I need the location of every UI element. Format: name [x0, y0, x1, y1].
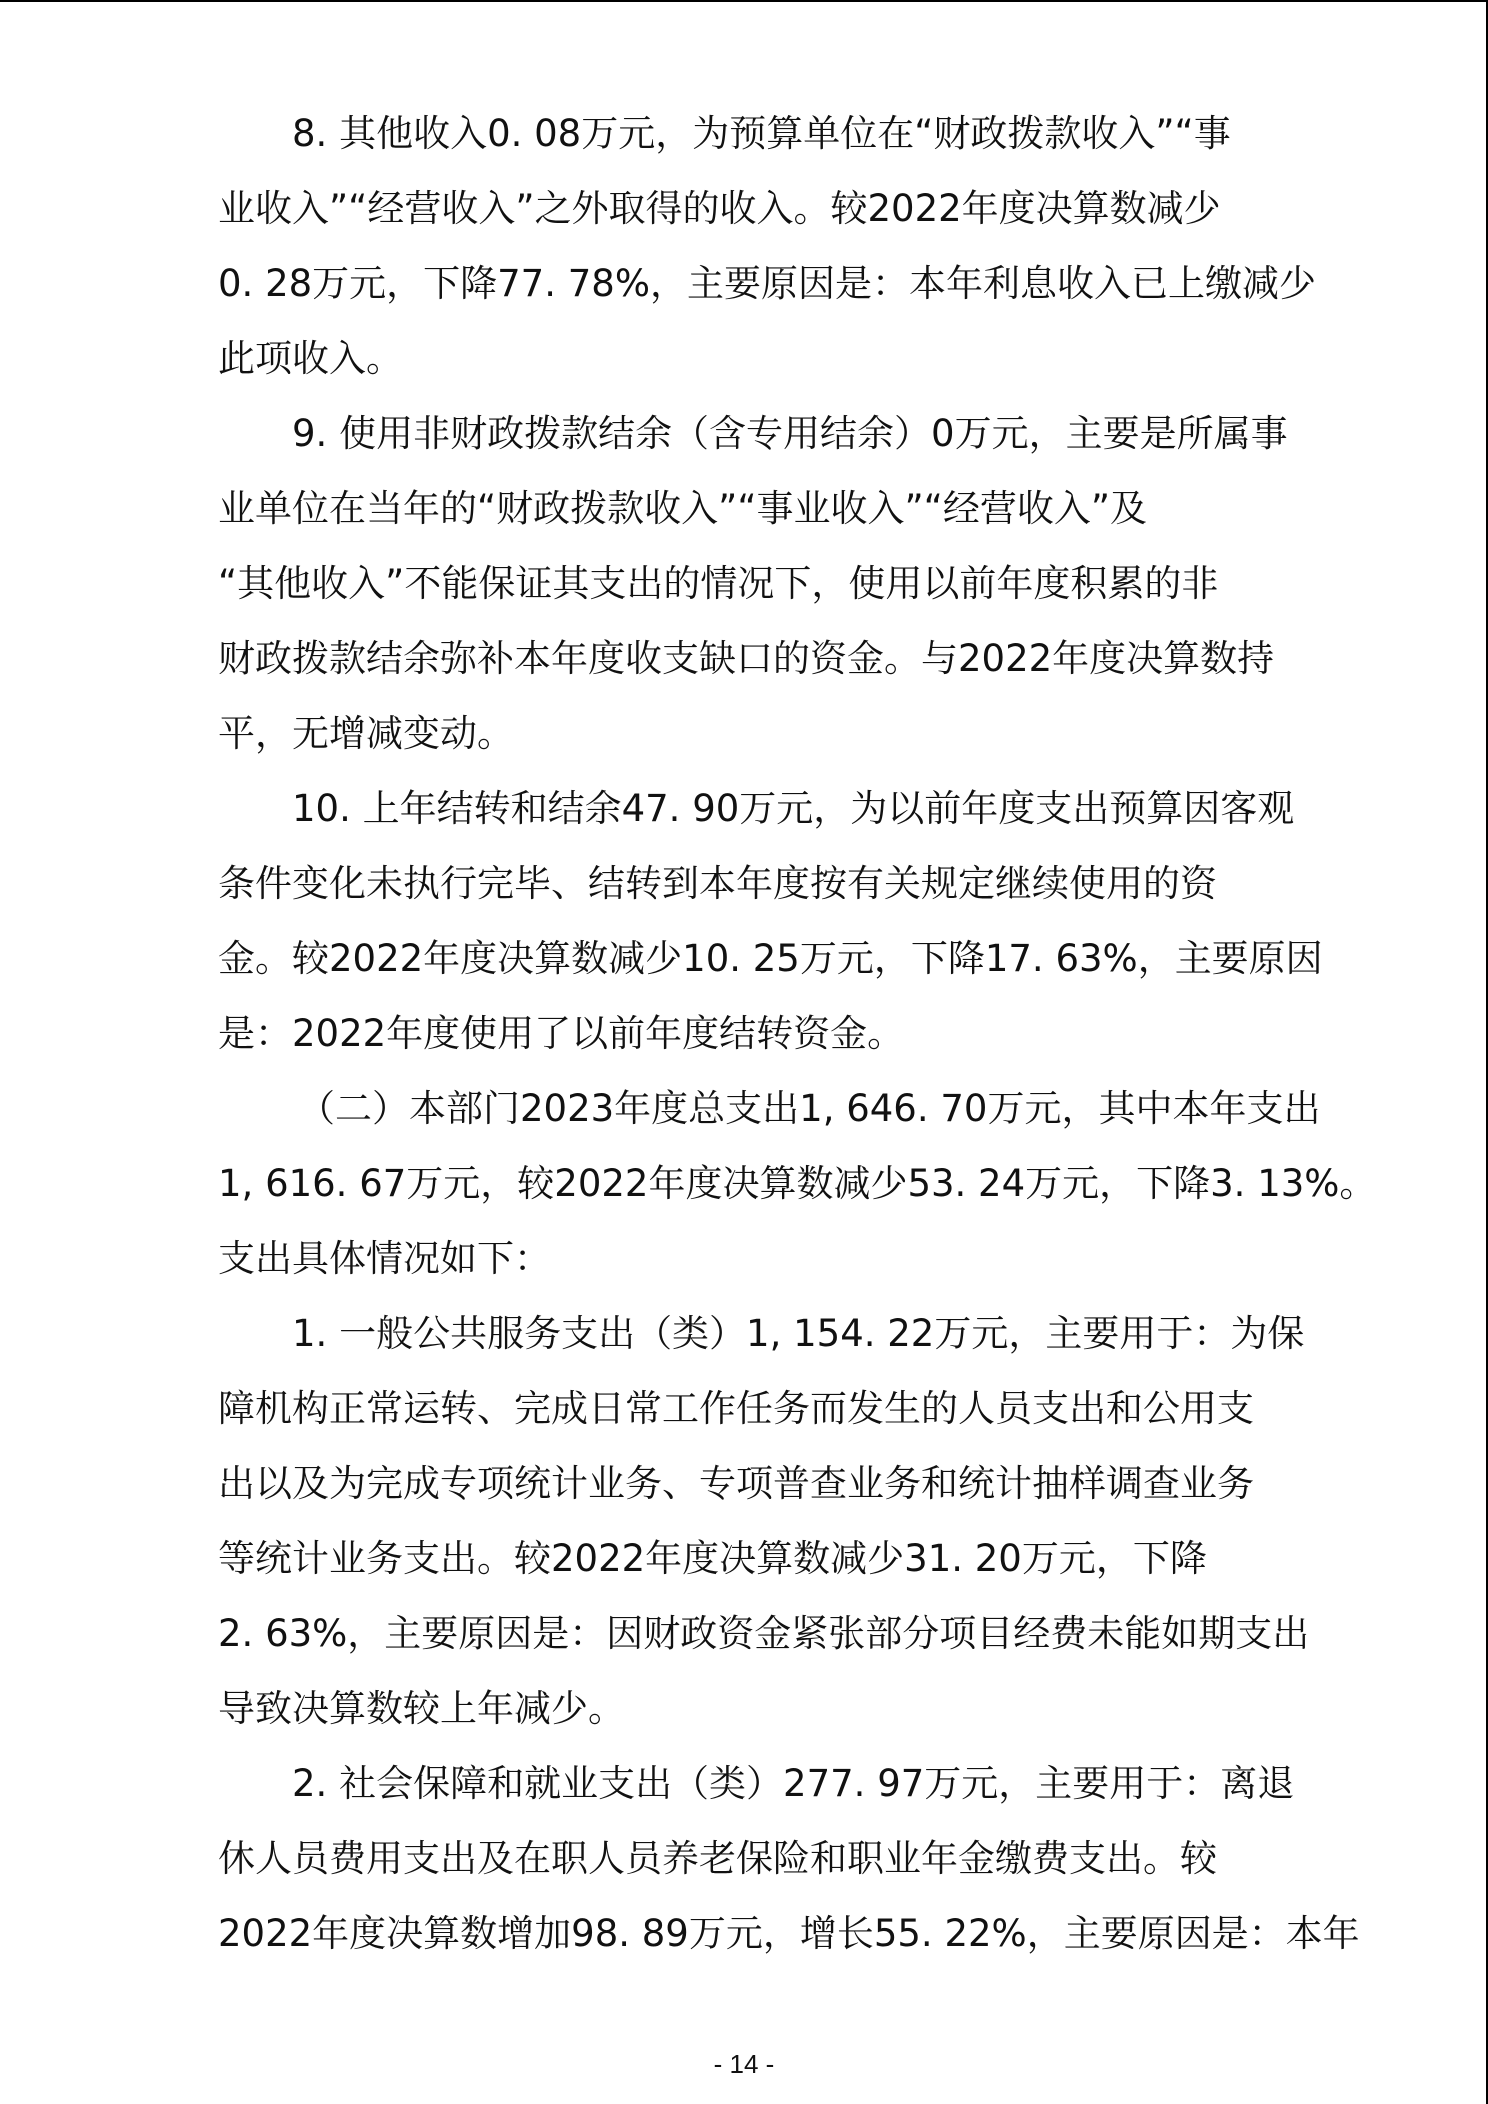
expense-1-line-1: 1. 一般公共服务支出（类）1, 154. 22万元，主要用于：为保: [292, 1312, 1305, 1355]
document-body: [218, 96, 1377, 1971]
paragraph-10-line-1: 10. 上年结转和结余47. 90万元，为以前年度支出预算因客观: [292, 787, 1295, 830]
section-2-line-1: （二）本部门2023年度总支出1, 646. 70万元，其中本年支出: [298, 1087, 1321, 1130]
paragraph-9-line-1: 9. 使用非财政拨款结余（含专用结余）0万元，主要是所属事: [292, 412, 1288, 455]
paragraph-10-line-3: 金。较2022年度决算数减少10. 25万元，下降17. 63%，主要原因: [218, 937, 1323, 980]
paragraph-8-line-4: 此项收入。: [218, 337, 403, 380]
page-border-top: [0, 0, 1488, 2]
paragraph-10-line-4: 是：2022年度使用了以前年度结转资金。: [218, 1012, 905, 1055]
paragraph-10-line-2: 条件变化未执行完毕、结转到本年度按有关规定继续使用的资: [218, 862, 1217, 905]
expense-1-line-4: 等统计业务支出。较2022年度决算数减少31. 20万元，下降: [218, 1537, 1207, 1580]
paragraph-9-line-2: 业单位在当年的“财政拨款收入”“事业收入”“经营收入”及: [218, 487, 1148, 530]
expense-2-line-2: 休人员费用支出及在职人员养老保险和职业年金缴费支出。较: [218, 1837, 1217, 1880]
expense-1-line-5: 2. 63%，主要原因是：因财政资金紧张部分项目经费未能如期支出: [218, 1612, 1310, 1655]
expense-1-line-3: 出以及为完成专项统计业务、专项普查业务和统计抽样调查业务: [218, 1462, 1254, 1505]
paragraph-8-line-1: 8. 其他收入0. 08万元，为预算单位在“财政拨款收入”“事: [292, 112, 1231, 155]
paragraph-9-line-3: “其他收入”不能保证其支出的情况下，使用以前年度积累的非: [218, 562, 1219, 605]
paragraph-9-line-5: 平，无增减变动。: [218, 712, 514, 755]
page-number: - 14 -: [713, 2049, 775, 2079]
paragraph-9-line-4: 财政拨款结余弥补本年度收支缺口的资金。与2022年度决算数持: [218, 637, 1275, 680]
paragraph-8-line-2: 业收入”“经营收入”之外取得的收入。较2022年度决算数减少: [218, 187, 1221, 230]
expense-1-line-2: 障机构正常运转、完成日常工作任务而发生的人员支出和公用支: [218, 1387, 1254, 1430]
expense-2-line-3: 2022年度决算数增加98. 89万元，增长55. 22%，主要原因是：本年: [218, 1912, 1360, 1955]
paragraph-8-line-3: 0. 28万元，下降77. 78%，主要原因是：本年利息收入已上缴减少: [218, 262, 1316, 305]
expense-1-line-6: 导致决算数较上年减少。: [218, 1687, 625, 1730]
expense-2-line-1: 2. 社会保障和就业支出（类）277. 97万元，主要用于：离退: [292, 1762, 1295, 1805]
section-2-line-3: 支出具体情况如下：: [218, 1237, 551, 1280]
section-2-line-2: 1, 616. 67万元，较2022年度决算数减少53. 24万元，下降3. 13%。: [218, 1162, 1377, 1205]
